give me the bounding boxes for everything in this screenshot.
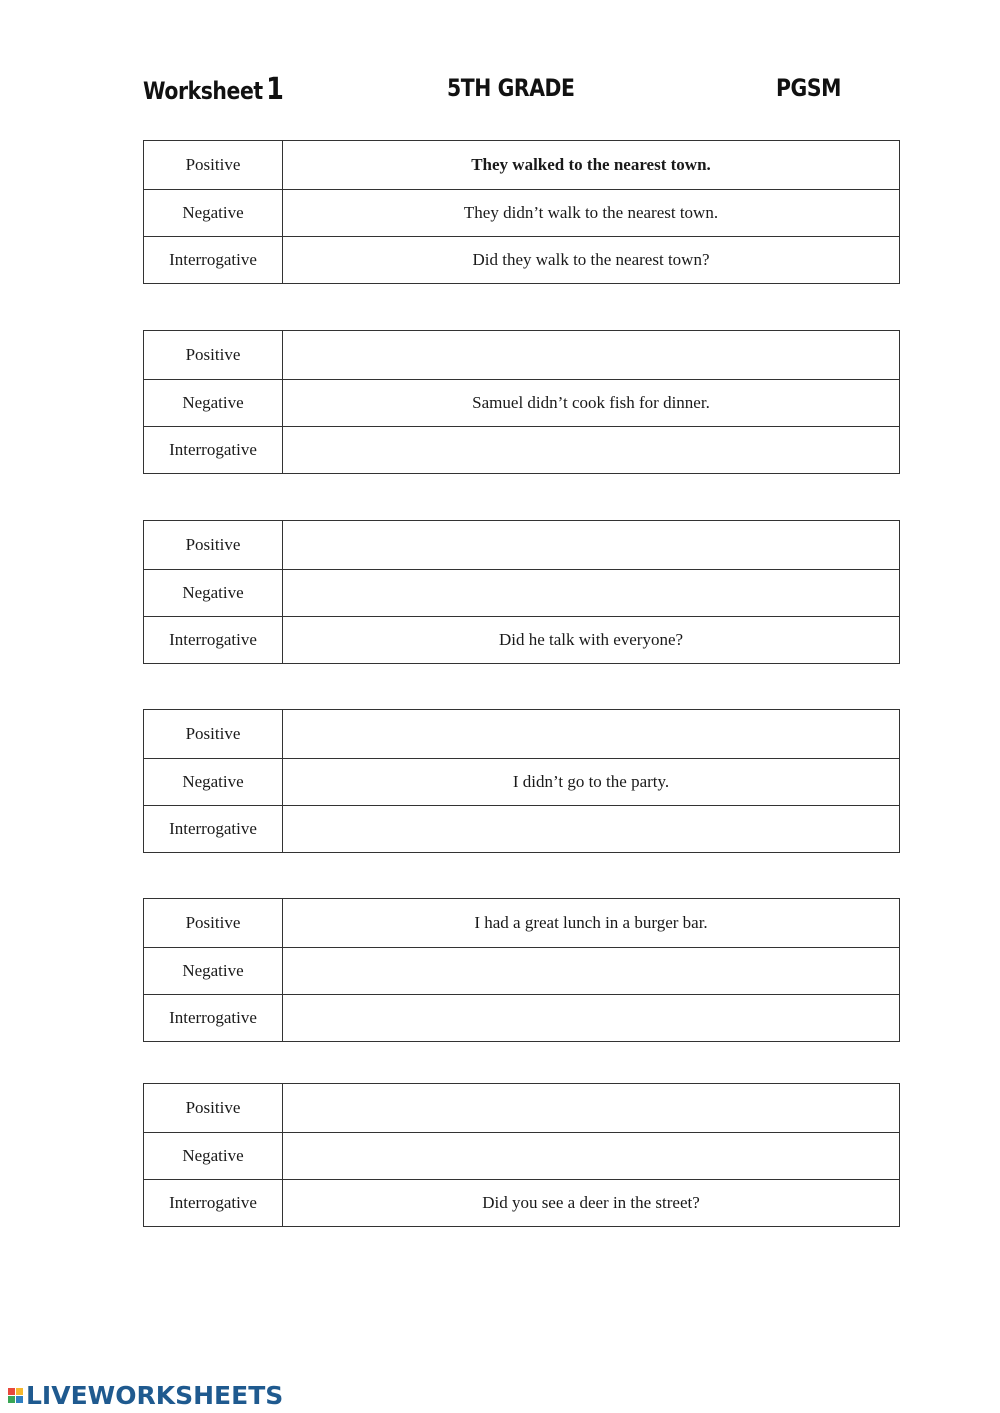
row-label-interrogative: Interrogative: [144, 237, 283, 284]
row-label-negative: Negative: [144, 1133, 283, 1180]
sentence-table-6: [143, 1083, 900, 1227]
liveworksheets-brand[interactable]: LIVEWORKSHEETS: [26, 1380, 284, 1410]
row-label-interrogative: Interrogative: [144, 806, 283, 853]
sentence-cell: Did you see a deer in the street?: [283, 1180, 900, 1227]
table-row: [144, 948, 900, 995]
row-label-negative: Negative: [144, 380, 283, 427]
answer-field-interrogative[interactable]: [283, 995, 900, 1042]
table-row: [144, 899, 900, 948]
table-row: [144, 521, 900, 570]
worksheet-title: Worksheet 1: [143, 72, 284, 107]
logo-block: [16, 1396, 23, 1403]
row-label-interrogative: Interrogative: [144, 1180, 283, 1227]
worksheet-number: 1: [266, 72, 284, 107]
table-row: [144, 759, 900, 806]
logo-block: [16, 1388, 23, 1395]
school-label: PGSM: [776, 74, 841, 102]
table-row: [144, 190, 900, 237]
sentence-table-5: [143, 898, 900, 1042]
grade-label: 5TH GRADE: [447, 74, 575, 102]
table-row: [144, 1180, 900, 1227]
sentence-cell: Did they walk to the nearest town?: [283, 237, 900, 284]
row-label-positive: Positive: [144, 899, 283, 948]
row-label-positive: Positive: [144, 521, 283, 570]
liveworksheets-footer: [8, 1381, 283, 1409]
row-label-interrogative: Interrogative: [144, 995, 283, 1042]
table-row: [144, 427, 900, 474]
answer-field-interrogative[interactable]: [283, 427, 900, 474]
row-label-interrogative: Interrogative: [144, 427, 283, 474]
logo-block: [8, 1396, 15, 1403]
sentence-cell: Did he talk with everyone?: [283, 617, 900, 664]
row-label-negative: Negative: [144, 759, 283, 806]
liveworksheets-logo-icon: [8, 1388, 23, 1403]
sentence-cell: They didn’t walk to the nearest town.: [283, 190, 900, 237]
row-label-interrogative: Interrogative: [144, 617, 283, 664]
row-label-positive: Positive: [144, 1084, 283, 1133]
table-row: [144, 237, 900, 284]
answer-field-positive[interactable]: [283, 521, 900, 570]
sentence-table-4: [143, 709, 900, 853]
row-label-positive: Positive: [144, 331, 283, 380]
answer-field-positive[interactable]: [283, 1084, 900, 1133]
answer-field-positive[interactable]: [283, 331, 900, 380]
row-label-negative: Negative: [144, 190, 283, 237]
sentence-cell: They walked to the nearest town.: [283, 141, 900, 190]
answer-field-negative[interactable]: [283, 570, 900, 617]
sentence-cell: I didn’t go to the party.: [283, 759, 900, 806]
table-row: [144, 710, 900, 759]
sentence-cell: Samuel didn’t cook fish for dinner.: [283, 380, 900, 427]
worksheet-header: [0, 62, 1000, 112]
table-row: [144, 331, 900, 380]
table-row: [144, 380, 900, 427]
table-row: [144, 1133, 900, 1180]
row-label-negative: Negative: [144, 570, 283, 617]
answer-field-negative[interactable]: [283, 1133, 900, 1180]
sentence-table-3: [143, 520, 900, 664]
answer-field-positive[interactable]: [283, 710, 900, 759]
table-row: [144, 570, 900, 617]
table-row: [144, 1084, 900, 1133]
table-row: [144, 141, 900, 190]
answer-field-interrogative[interactable]: [283, 806, 900, 853]
row-label-positive: Positive: [144, 710, 283, 759]
sentence-table-2: [143, 330, 900, 474]
row-label-positive: Positive: [144, 141, 283, 190]
sentence-table-1: [143, 140, 900, 284]
sentence-cell: I had a great lunch in a burger bar.: [283, 899, 900, 948]
table-row: [144, 806, 900, 853]
logo-block: [8, 1388, 15, 1395]
row-label-negative: Negative: [144, 948, 283, 995]
table-row: [144, 995, 900, 1042]
table-row: [144, 617, 900, 664]
answer-field-negative[interactable]: [283, 948, 900, 995]
